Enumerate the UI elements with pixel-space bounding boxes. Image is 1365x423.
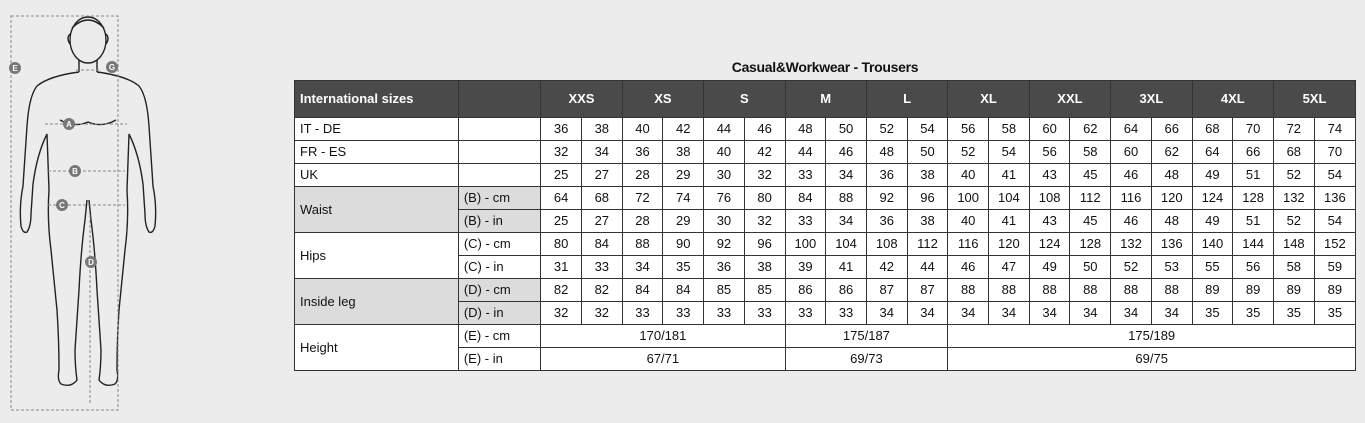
table-cell: 25 bbox=[541, 210, 582, 233]
table-cell: 44 bbox=[907, 256, 948, 279]
table-cell: 64 bbox=[541, 187, 582, 210]
row-unit: (C) - cm bbox=[458, 233, 540, 256]
table-cell: 52 bbox=[948, 141, 989, 164]
table-cell: 108 bbox=[866, 233, 907, 256]
table-cell: 48 bbox=[1151, 210, 1192, 233]
table-cell: 34 bbox=[581, 141, 622, 164]
table-cell: 38 bbox=[907, 210, 948, 233]
table-cell: 120 bbox=[989, 233, 1030, 256]
table-cell: 88 bbox=[989, 279, 1030, 302]
table-cell: 69/75 bbox=[948, 348, 1356, 371]
table-cell: 76 bbox=[704, 187, 745, 210]
table-cell: 52 bbox=[1273, 210, 1314, 233]
table-cell: 136 bbox=[1151, 233, 1192, 256]
table-cell: 56 bbox=[948, 118, 989, 141]
table-cell: 116 bbox=[1111, 187, 1152, 210]
table-cell: 36 bbox=[704, 256, 745, 279]
table-cell: 49 bbox=[1192, 210, 1233, 233]
table-cell: 69/73 bbox=[785, 348, 948, 371]
table-cell: 34 bbox=[989, 302, 1030, 325]
size-header: 5XL bbox=[1273, 81, 1355, 118]
table-cell: 29 bbox=[663, 210, 704, 233]
table-cell: 35 bbox=[1192, 302, 1233, 325]
table-cell: 30 bbox=[704, 210, 745, 233]
table-cell: 124 bbox=[1029, 233, 1070, 256]
marker-g-icon bbox=[106, 61, 118, 73]
table-cell: 46 bbox=[744, 118, 785, 141]
table-cell: 36 bbox=[622, 141, 663, 164]
table-cell: 33 bbox=[785, 302, 826, 325]
table-cell: 40 bbox=[622, 118, 663, 141]
table-cell: 58 bbox=[989, 118, 1030, 141]
size-header: XXL bbox=[1029, 81, 1110, 118]
row-label: IT - DE bbox=[295, 118, 459, 141]
table-cell: 88 bbox=[948, 279, 989, 302]
table-cell: 74 bbox=[1314, 118, 1355, 141]
table-cell: 89 bbox=[1314, 279, 1355, 302]
table-cell: 42 bbox=[663, 118, 704, 141]
table-cell: 148 bbox=[1273, 233, 1314, 256]
table-cell: 42 bbox=[744, 141, 785, 164]
marker-c-icon bbox=[56, 199, 68, 211]
row-unit: (B) - in bbox=[458, 210, 540, 233]
row-label: FR - ES bbox=[295, 141, 459, 164]
table-cell: 72 bbox=[622, 187, 663, 210]
size-header: XL bbox=[948, 81, 1029, 118]
table-cell: 70 bbox=[1233, 118, 1274, 141]
table-cell: 40 bbox=[704, 141, 745, 164]
table-cell: 64 bbox=[1192, 141, 1233, 164]
table-cell: 38 bbox=[581, 118, 622, 141]
table-cell: 86 bbox=[785, 279, 826, 302]
table-cell: 104 bbox=[826, 233, 867, 256]
header-blank bbox=[458, 81, 540, 118]
table-cell: 100 bbox=[948, 187, 989, 210]
table-cell: 54 bbox=[1314, 164, 1355, 187]
table-cell: 85 bbox=[744, 279, 785, 302]
table-cell: 66 bbox=[1151, 118, 1192, 141]
table-cell: 144 bbox=[1233, 233, 1274, 256]
table-row bbox=[295, 279, 1356, 302]
table-cell: 43 bbox=[1029, 164, 1070, 187]
table-cell: 87 bbox=[866, 279, 907, 302]
table-cell: 33 bbox=[785, 210, 826, 233]
table-cell: 59 bbox=[1314, 256, 1355, 279]
size-table bbox=[294, 80, 1356, 371]
table-cell: 49 bbox=[1029, 256, 1070, 279]
table-cell: 46 bbox=[1111, 210, 1152, 233]
marker-d-icon bbox=[85, 256, 97, 268]
table-cell: 32 bbox=[744, 164, 785, 187]
table-cell: 34 bbox=[1111, 302, 1152, 325]
table-cell: 54 bbox=[907, 118, 948, 141]
table-cell: 33 bbox=[581, 256, 622, 279]
row-unit: (E) - in bbox=[458, 348, 540, 371]
marker-b-icon bbox=[69, 165, 81, 177]
table-cell: 120 bbox=[1151, 187, 1192, 210]
table-cell: 88 bbox=[826, 187, 867, 210]
table-cell: 36 bbox=[541, 118, 582, 141]
table-cell: 82 bbox=[581, 279, 622, 302]
row-unit: (C) - in bbox=[458, 256, 540, 279]
table-cell: 128 bbox=[1070, 233, 1111, 256]
table-cell: 43 bbox=[1029, 210, 1070, 233]
table-cell: 40 bbox=[948, 210, 989, 233]
table-cell: 50 bbox=[826, 118, 867, 141]
table-cell: 40 bbox=[948, 164, 989, 187]
table-cell: 60 bbox=[1111, 141, 1152, 164]
table-cell: 96 bbox=[744, 233, 785, 256]
table-cell: 33 bbox=[826, 302, 867, 325]
header-label: International sizes bbox=[295, 81, 459, 118]
table-cell: 42 bbox=[866, 256, 907, 279]
table-cell: 58 bbox=[1273, 256, 1314, 279]
table-cell: 51 bbox=[1233, 210, 1274, 233]
svg-text:G: G bbox=[108, 63, 116, 72]
marker-a-icon bbox=[63, 118, 75, 130]
table-cell: 88 bbox=[622, 233, 663, 256]
table-cell: 67/71 bbox=[541, 348, 785, 371]
body-measurement-figure bbox=[0, 0, 160, 423]
table-cell: 68 bbox=[1192, 118, 1233, 141]
svg-text:B: B bbox=[72, 167, 78, 176]
size-header: S bbox=[704, 81, 785, 118]
table-cell: 136 bbox=[1314, 187, 1355, 210]
table-cell: 84 bbox=[622, 279, 663, 302]
table-cell: 92 bbox=[866, 187, 907, 210]
table-row bbox=[295, 141, 1356, 164]
table-cell: 112 bbox=[1070, 187, 1111, 210]
size-header: M bbox=[785, 81, 866, 118]
table-cell: 82 bbox=[541, 279, 582, 302]
row-label: Height bbox=[295, 325, 459, 371]
row-unit: (D) - cm bbox=[458, 279, 540, 302]
table-cell: 53 bbox=[1151, 256, 1192, 279]
table-row bbox=[295, 233, 1356, 256]
table-cell: 72 bbox=[1273, 118, 1314, 141]
table-cell: 28 bbox=[622, 164, 663, 187]
table-cell: 39 bbox=[785, 256, 826, 279]
table-cell: 89 bbox=[1273, 279, 1314, 302]
svg-text:D: D bbox=[88, 258, 94, 267]
table-cell: 60 bbox=[1029, 118, 1070, 141]
table-cell: 84 bbox=[785, 187, 826, 210]
table-cell: 35 bbox=[663, 256, 704, 279]
table-cell: 140 bbox=[1192, 233, 1233, 256]
table-cell: 62 bbox=[1151, 141, 1192, 164]
table-cell: 89 bbox=[1192, 279, 1233, 302]
table-row bbox=[295, 164, 1356, 187]
table-cell: 74 bbox=[663, 187, 704, 210]
table-cell: 33 bbox=[663, 302, 704, 325]
table-cell: 34 bbox=[1151, 302, 1192, 325]
table-cell: 34 bbox=[826, 210, 867, 233]
table-cell: 45 bbox=[1070, 210, 1111, 233]
table-cell: 38 bbox=[744, 256, 785, 279]
table-cell: 58 bbox=[1070, 141, 1111, 164]
table-row bbox=[295, 118, 1356, 141]
table-cell: 56 bbox=[1233, 256, 1274, 279]
table-cell: 85 bbox=[704, 279, 745, 302]
table-cell: 48 bbox=[785, 118, 826, 141]
table-cell: 92 bbox=[704, 233, 745, 256]
table-row bbox=[295, 325, 1356, 348]
table-cell: 38 bbox=[907, 164, 948, 187]
table-row bbox=[295, 187, 1356, 210]
table-cell: 66 bbox=[1233, 141, 1274, 164]
table-cell: 55 bbox=[1192, 256, 1233, 279]
table-cell: 38 bbox=[663, 141, 704, 164]
table-cell: 132 bbox=[1111, 233, 1152, 256]
table-cell: 31 bbox=[541, 256, 582, 279]
table-cell: 44 bbox=[785, 141, 826, 164]
table-cell: 152 bbox=[1314, 233, 1355, 256]
table-cell: 29 bbox=[663, 164, 704, 187]
row-unit-blank bbox=[458, 118, 540, 141]
table-cell: 175/189 bbox=[948, 325, 1356, 348]
table-cell: 36 bbox=[866, 210, 907, 233]
table-cell: 27 bbox=[581, 210, 622, 233]
table-cell: 52 bbox=[1273, 164, 1314, 187]
table-cell: 34 bbox=[1029, 302, 1070, 325]
size-header: 3XL bbox=[1111, 81, 1192, 118]
size-header: L bbox=[866, 81, 947, 118]
size-header: XS bbox=[622, 81, 703, 118]
table-cell: 87 bbox=[907, 279, 948, 302]
table-cell: 32 bbox=[541, 141, 582, 164]
table-cell: 25 bbox=[541, 164, 582, 187]
table-cell: 50 bbox=[907, 141, 948, 164]
table-cell: 34 bbox=[907, 302, 948, 325]
table-cell: 41 bbox=[826, 256, 867, 279]
table-cell: 88 bbox=[1029, 279, 1070, 302]
table-cell: 32 bbox=[541, 302, 582, 325]
table-cell: 89 bbox=[1233, 279, 1274, 302]
size-header: 4XL bbox=[1192, 81, 1273, 118]
table-cell: 35 bbox=[1233, 302, 1274, 325]
table-cell: 27 bbox=[581, 164, 622, 187]
table-cell: 33 bbox=[744, 302, 785, 325]
table-cell: 52 bbox=[866, 118, 907, 141]
table-cell: 51 bbox=[1233, 164, 1274, 187]
table-cell: 175/187 bbox=[785, 325, 948, 348]
header-row bbox=[295, 81, 1356, 118]
table-cell: 35 bbox=[1273, 302, 1314, 325]
table-cell: 34 bbox=[826, 164, 867, 187]
table-cell: 108 bbox=[1029, 187, 1070, 210]
table-cell: 36 bbox=[866, 164, 907, 187]
table-cell: 46 bbox=[826, 141, 867, 164]
table-cell: 62 bbox=[1070, 118, 1111, 141]
table-cell: 124 bbox=[1192, 187, 1233, 210]
table-cell: 41 bbox=[989, 164, 1030, 187]
table-cell: 34 bbox=[622, 256, 663, 279]
table-cell: 41 bbox=[989, 210, 1030, 233]
table-cell: 116 bbox=[948, 233, 989, 256]
table-cell: 84 bbox=[663, 279, 704, 302]
svg-text:C: C bbox=[59, 201, 65, 210]
table-cell: 54 bbox=[989, 141, 1030, 164]
table-cell: 34 bbox=[866, 302, 907, 325]
table-cell: 70 bbox=[1314, 141, 1355, 164]
table-cell: 54 bbox=[1314, 210, 1355, 233]
table-cell: 47 bbox=[989, 256, 1030, 279]
table-cell: 32 bbox=[581, 302, 622, 325]
table-cell: 88 bbox=[1151, 279, 1192, 302]
size-header: XXS bbox=[541, 81, 622, 118]
table-cell: 80 bbox=[541, 233, 582, 256]
table-cell: 88 bbox=[1070, 279, 1111, 302]
table-cell: 84 bbox=[581, 233, 622, 256]
marker-e-icon bbox=[9, 62, 21, 74]
table-cell: 34 bbox=[948, 302, 989, 325]
row-unit-blank bbox=[458, 164, 540, 187]
svg-text:A: A bbox=[66, 120, 72, 129]
table-cell: 170/181 bbox=[541, 325, 785, 348]
table-cell: 86 bbox=[826, 279, 867, 302]
table-cell: 68 bbox=[1273, 141, 1314, 164]
table-cell: 33 bbox=[704, 302, 745, 325]
table-cell: 112 bbox=[907, 233, 948, 256]
svg-text:E: E bbox=[12, 64, 18, 73]
table-cell: 132 bbox=[1273, 187, 1314, 210]
table-cell: 48 bbox=[1151, 164, 1192, 187]
table-title: Casual&Workwear - Trousers bbox=[731, 59, 919, 75]
table-cell: 50 bbox=[1070, 256, 1111, 279]
table-cell: 49 bbox=[1192, 164, 1233, 187]
table-cell: 90 bbox=[663, 233, 704, 256]
row-unit-blank bbox=[458, 141, 540, 164]
table-cell: 35 bbox=[1314, 302, 1355, 325]
table-cell: 45 bbox=[1070, 164, 1111, 187]
table-cell: 28 bbox=[622, 210, 663, 233]
row-label: UK bbox=[295, 164, 459, 187]
row-unit: (E) - cm bbox=[458, 325, 540, 348]
table-cell: 68 bbox=[581, 187, 622, 210]
table-cell: 48 bbox=[866, 141, 907, 164]
table-cell: 33 bbox=[785, 164, 826, 187]
table-cell: 44 bbox=[704, 118, 745, 141]
table-cell: 80 bbox=[744, 187, 785, 210]
table-cell: 46 bbox=[948, 256, 989, 279]
row-unit: (D) - in bbox=[458, 302, 540, 325]
row-label: Waist bbox=[295, 187, 459, 233]
table-cell: 30 bbox=[704, 164, 745, 187]
table-cell: 33 bbox=[622, 302, 663, 325]
table-cell: 104 bbox=[989, 187, 1030, 210]
table-cell: 64 bbox=[1111, 118, 1152, 141]
table-cell: 46 bbox=[1111, 164, 1152, 187]
row-label: Inside leg bbox=[295, 279, 459, 325]
table-cell: 32 bbox=[744, 210, 785, 233]
table-cell: 128 bbox=[1233, 187, 1274, 210]
table-cell: 56 bbox=[1029, 141, 1070, 164]
row-label: Hips bbox=[295, 233, 459, 279]
table-cell: 100 bbox=[785, 233, 826, 256]
table-cell: 34 bbox=[1070, 302, 1111, 325]
row-unit: (B) - cm bbox=[458, 187, 540, 210]
table-cell: 96 bbox=[907, 187, 948, 210]
table-cell: 52 bbox=[1111, 256, 1152, 279]
table-cell: 88 bbox=[1111, 279, 1152, 302]
